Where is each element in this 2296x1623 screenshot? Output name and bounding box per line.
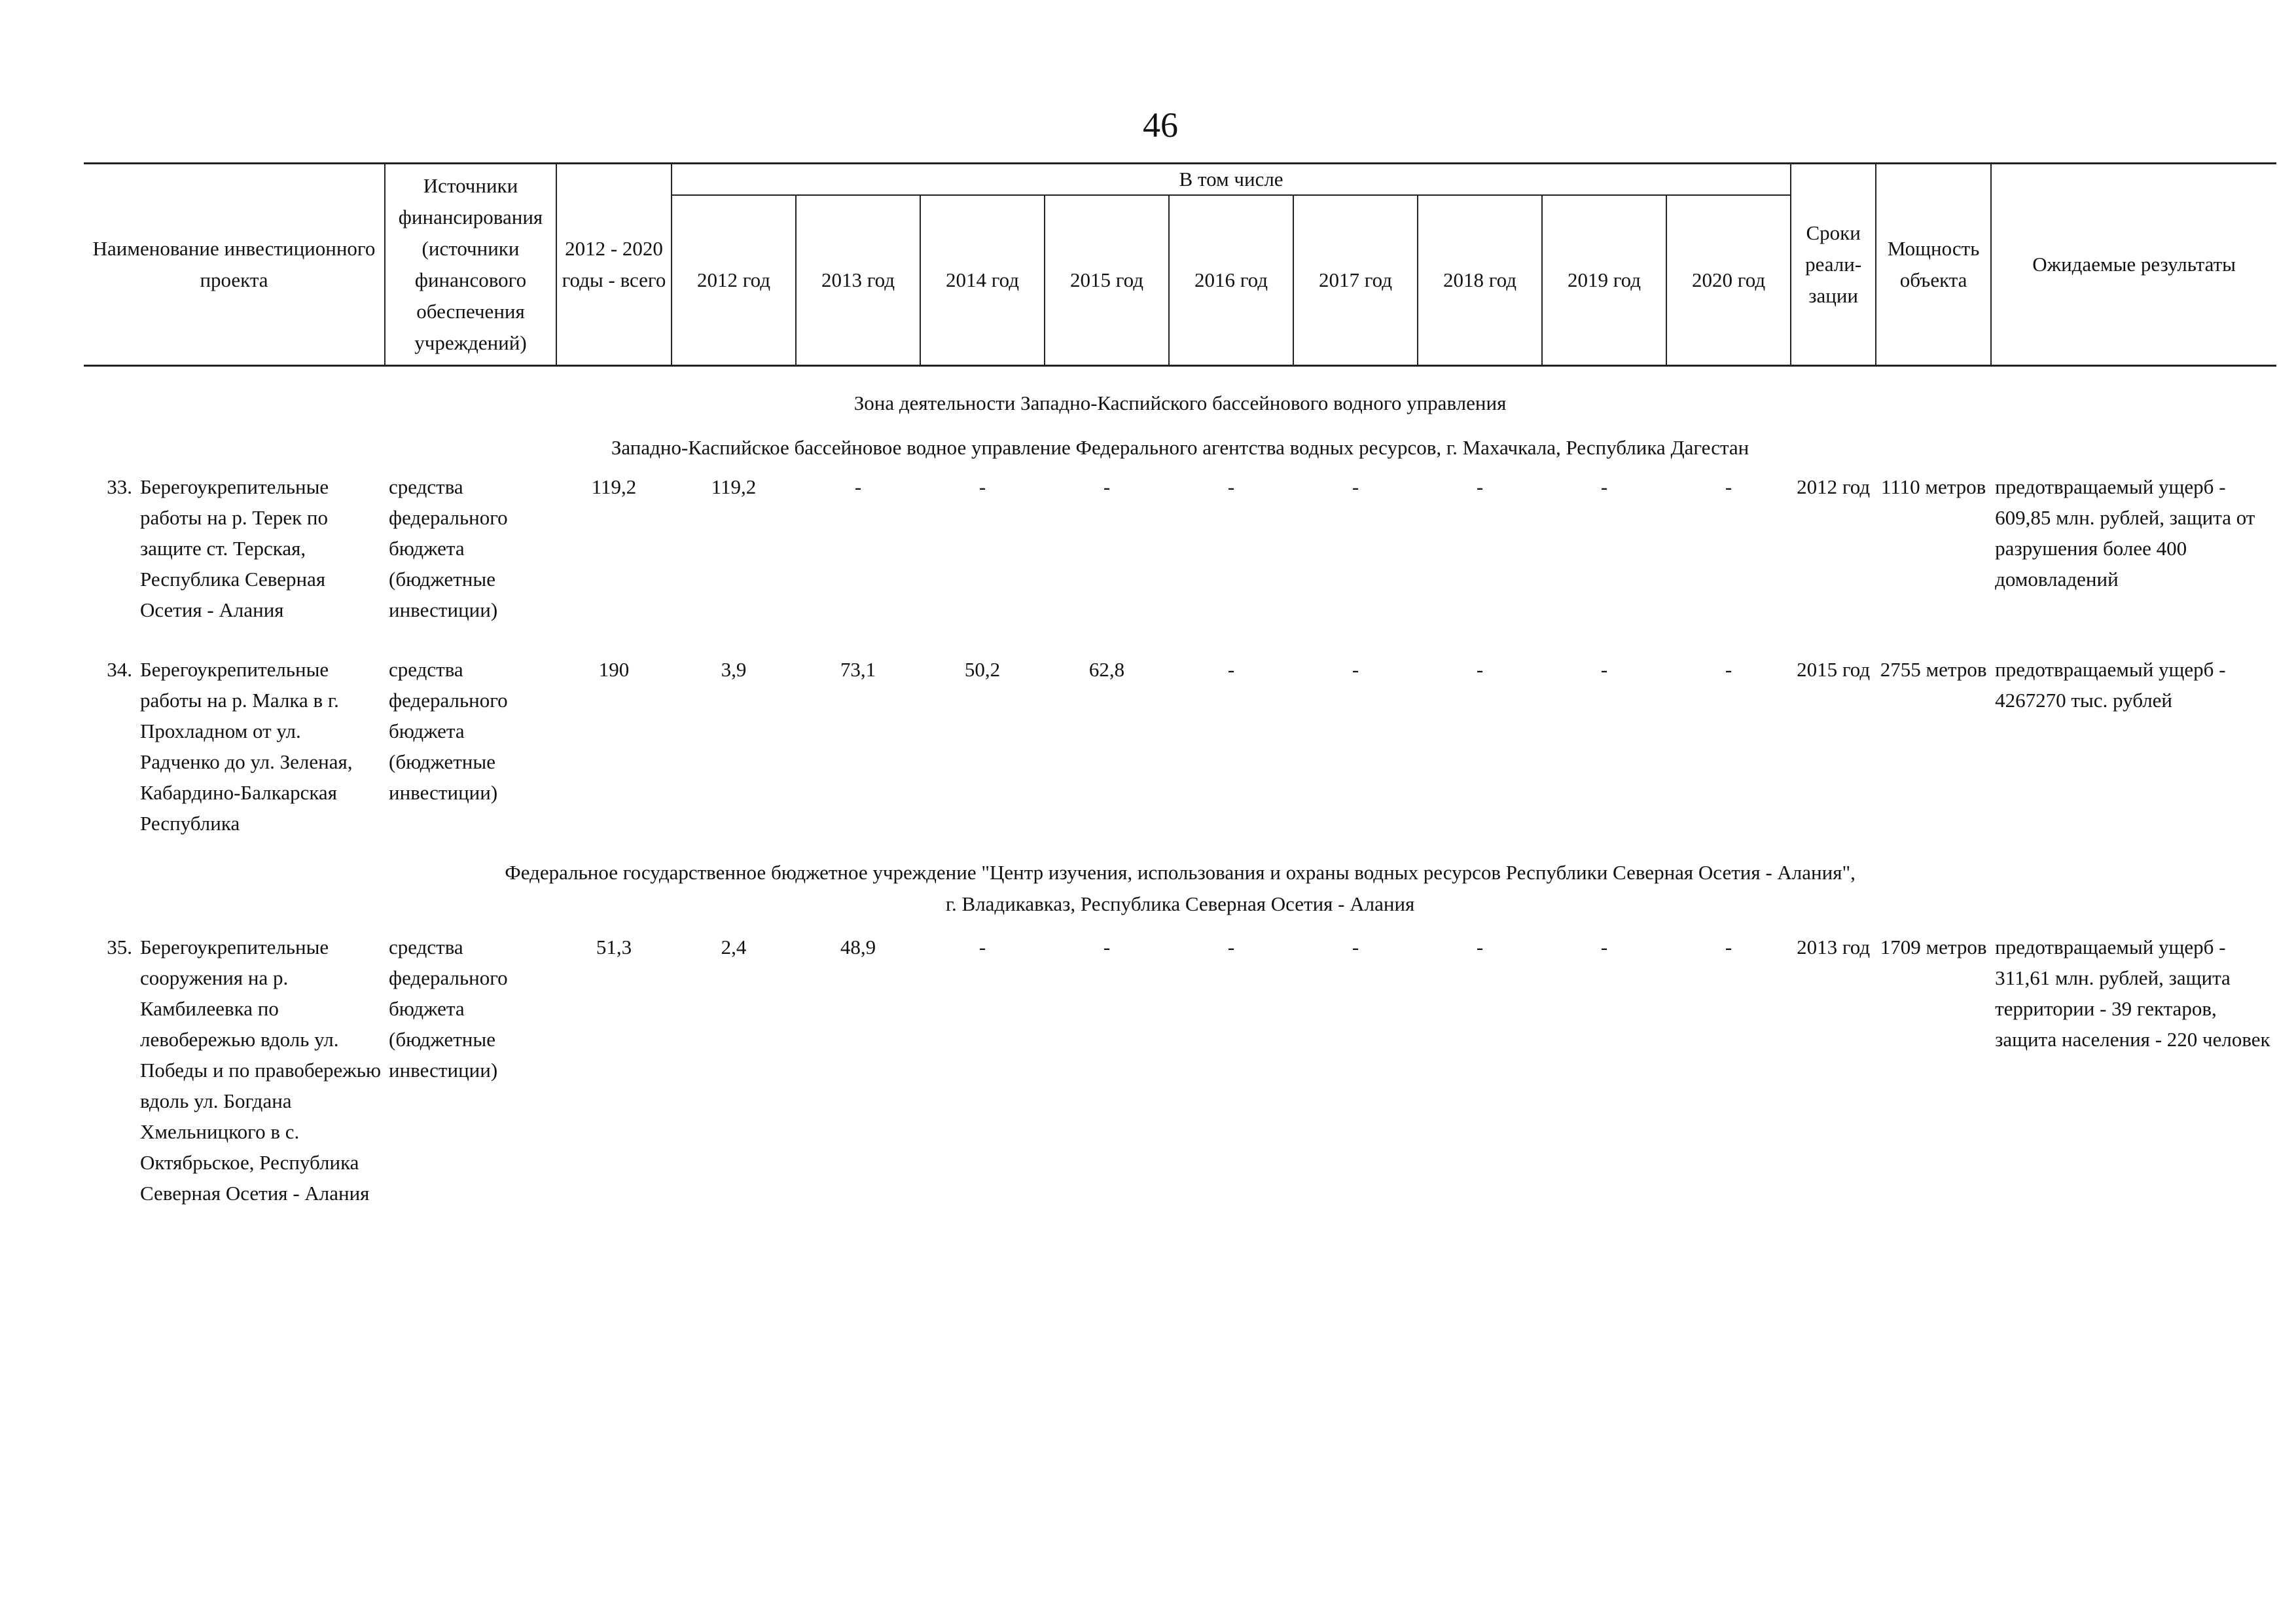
year-value: - (1476, 936, 1484, 958)
row-index: 33. (107, 475, 132, 498)
implementation-term: 2012 год (1797, 475, 1871, 498)
financing-source: средства федерального бюджета (бюджетные инвестиции) (389, 475, 508, 621)
project-name: Берегоукрепительные сооружения на р. Камбилеевка по левобережью вдоль ул. Победы и по правобережью вдоль ул. Богдана Хмельницкого в с. Октябрьское, Республика Северная Осетия - Алания (140, 936, 382, 1205)
year-value: 62,8 (1088, 658, 1125, 681)
header-financing-sources: Источники финансирования (источники финансового обеспечения учреждений) (385, 164, 556, 366)
year-value: - (1352, 658, 1359, 681)
total-value: 190 (598, 658, 630, 681)
header-year: 2014 год (920, 195, 1045, 366)
year-value: - (1725, 475, 1732, 498)
year-value: - (854, 475, 862, 498)
header-year: 2020 год (1666, 195, 1791, 366)
row-index: 35. (107, 936, 132, 958)
object-capacity: 1110 метров (1880, 475, 1986, 498)
year-value: - (978, 475, 986, 498)
year-value: - (1352, 936, 1359, 958)
expected-results: предотвращаемый ущерб - 4267270 тыс. рублей (1995, 658, 2226, 712)
header-year: 2013 год (796, 195, 920, 366)
year-value: - (1600, 936, 1608, 958)
year-value: - (1476, 658, 1484, 681)
subzone-title: Западно-Каспийское бассейновое водное управление Федерального агентства водных ресурсов, г. Махачкала, Республика Дагестан (611, 436, 1749, 459)
header-year: 2015 год (1045, 195, 1169, 366)
object-capacity: 2755 метров (1880, 658, 1987, 681)
page-number: 46 (1143, 105, 1178, 145)
implementation-term: 2013 год (1797, 936, 1871, 958)
object-capacity: 1709 метров (1880, 936, 1987, 958)
row-index: 34. (107, 658, 132, 681)
year-value: 3,9 (721, 658, 747, 681)
project-name: Берегоукрепительные работы на р. Терек по защите ст. Терская, Республика Северная Осетия - Алания (140, 475, 329, 621)
header-year: 2017 год (1293, 195, 1418, 366)
year-value: 2,4 (721, 936, 747, 958)
header-year: 2012 год (672, 195, 796, 366)
subzone-title: Федеральное государственное бюджетное учреждение "Центр изучения, использования и охраны водных ресурсов Республики Северная Осетия - Алания", г. Владикавказ, Республика Северная Осетия - Алания (505, 861, 1856, 915)
table-row (84, 930, 2276, 1209)
year-value: - (1227, 475, 1235, 498)
year-value: - (1227, 658, 1235, 681)
year-value: - (1103, 475, 1111, 498)
year-value: - (1227, 936, 1235, 958)
year-value: - (1600, 658, 1608, 681)
year-value: 48,9 (840, 936, 876, 958)
header-results: Ожидаемые результаты (1991, 164, 2276, 366)
table-row (84, 653, 2276, 839)
financing-source: средства федерального бюджета (бюджетные инвестиции) (389, 936, 508, 1082)
project-name: Берегоукрепительные работы на р. Малка в г. Прохладном от ул. Радченко до ул. Зеленая, Кабардино-Балкарская Республика (140, 658, 353, 835)
year-value: - (1725, 936, 1732, 958)
row-spacer (84, 625, 2276, 653)
year-value: 119,2 (711, 475, 757, 498)
header-year: 2016 год (1169, 195, 1293, 366)
header-terms: Сроки реали- зации (1791, 164, 1876, 366)
total-value: 119,2 (591, 475, 637, 498)
year-value: - (1725, 658, 1732, 681)
header-project-name: Наименование инвестиционного проекта (84, 164, 385, 366)
table-row (84, 470, 2276, 625)
year-value: - (1103, 936, 1111, 958)
year-value: - (978, 936, 986, 958)
expected-results: предотвращаемый ущерб - 311,61 млн. рублей, защита территории - 39 гектаров, защита населения - 220 человек (1995, 936, 2270, 1051)
total-value: 51,3 (596, 936, 632, 958)
zone-title: Зона деятельности Западно-Каспийского бассейнового водного управления (853, 392, 1507, 414)
financing-source: средства федерального бюджета (бюджетные инвестиции) (389, 658, 508, 804)
header-including: В том числе (672, 164, 1791, 196)
year-value: 73,1 (840, 658, 876, 681)
investment-projects-table (84, 162, 2276, 1209)
expected-results: предотвращаемый ущерб - 609,85 млн. рублей, защита от разрушения более 400 домовладений (1995, 475, 2255, 591)
year-value: - (1600, 475, 1608, 498)
year-value: - (1476, 475, 1484, 498)
year-value: 50,2 (964, 658, 1001, 681)
year-value: - (1352, 475, 1359, 498)
header-total: 2012 - 2020 годы - всего (556, 164, 672, 366)
header-year: 2018 год (1418, 195, 1542, 366)
implementation-term: 2015 год (1797, 658, 1871, 681)
header-capacity: Мощность объекта (1876, 164, 1991, 366)
header-year: 2019 год (1542, 195, 1666, 366)
